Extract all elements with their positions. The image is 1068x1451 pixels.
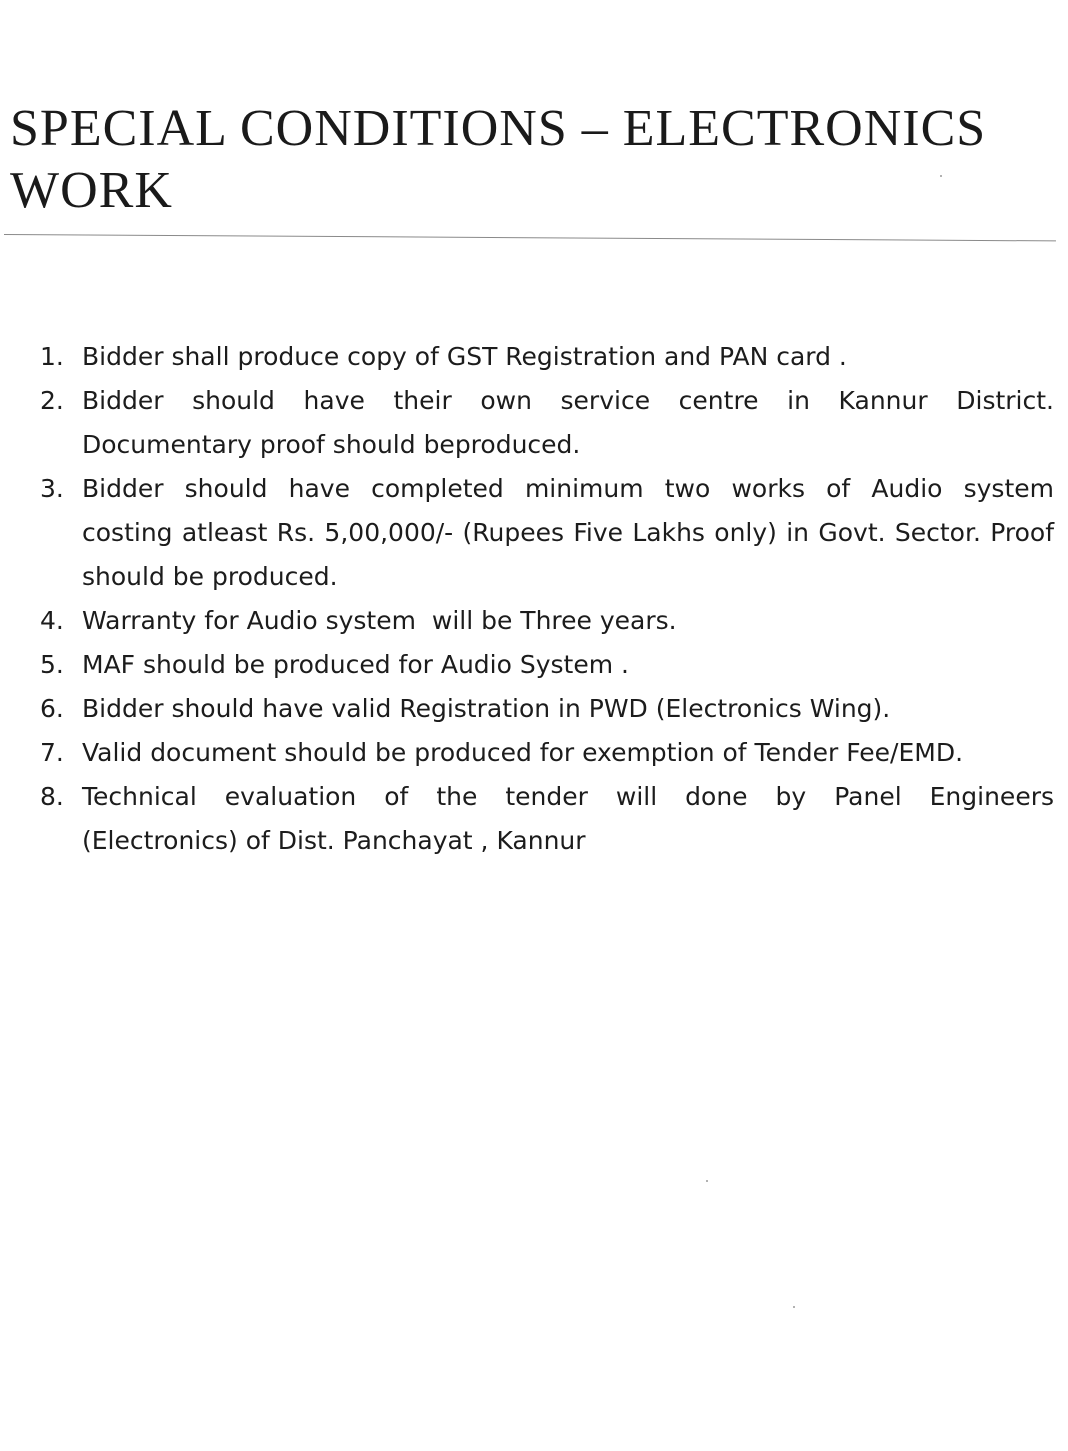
condition-text: Bidder shall produce copy of GST Registration and PAN card . bbox=[82, 342, 847, 371]
scan-speck bbox=[706, 1180, 708, 1182]
scan-speck bbox=[940, 175, 942, 177]
condition-text: MAF should be produced for Audio System . bbox=[82, 650, 629, 679]
condition-number: 7. bbox=[40, 738, 64, 767]
condition-number: 1. bbox=[40, 342, 64, 371]
condition-text-line-2: costing atleast Rs. 5,00,000/- (Rupees Five Lakhs only) in Govt. Sector. Proof should be produced. bbox=[82, 518, 1054, 591]
document-title-line-1: SPECIAL CONDITIONS – ELECTRONICS bbox=[10, 100, 987, 157]
condition-text-line-2: Documentary proof should beproduced. bbox=[82, 430, 581, 459]
condition-item-1 bbox=[32, 335, 1054, 379]
condition-item-6 bbox=[32, 687, 1054, 731]
condition-item-7 bbox=[32, 731, 1054, 775]
document-title bbox=[10, 98, 1030, 222]
condition-text-line-1: Bidder should have completed minimum two works of Audio system bbox=[82, 474, 1054, 503]
condition-text: Bidder should have valid Registration in PWD (Electronics Wing). bbox=[82, 694, 891, 723]
condition-text-line-1: Technical evaluation of the tender will done by Panel Engineers bbox=[82, 782, 1054, 811]
document-title-line-2: WORK bbox=[10, 162, 173, 219]
condition-number: 3. bbox=[40, 474, 64, 503]
condition-text: Valid document should be produced for exemption of Tender Fee/EMD. bbox=[82, 738, 964, 767]
condition-item-3 bbox=[32, 467, 1054, 599]
condition-item-2 bbox=[32, 379, 1054, 467]
conditions-list bbox=[32, 335, 1054, 863]
condition-text-line-2: (Electronics) of Dist. Panchayat , Kannur bbox=[82, 826, 586, 855]
condition-number: 5. bbox=[40, 650, 64, 679]
condition-text-line-1: Bidder should have their own service centre in Kannur District. bbox=[82, 386, 1054, 415]
condition-item-8 bbox=[32, 775, 1054, 863]
title-divider bbox=[4, 234, 1056, 241]
condition-item-5 bbox=[32, 643, 1054, 687]
scan-speck bbox=[793, 1306, 795, 1308]
condition-number: 4. bbox=[40, 606, 64, 635]
condition-number: 8. bbox=[40, 782, 64, 811]
condition-number: 6. bbox=[40, 694, 64, 723]
condition-item-4 bbox=[32, 599, 1054, 643]
condition-text: Warranty for Audio system will be Three years. bbox=[82, 606, 677, 635]
condition-number: 2. bbox=[40, 386, 64, 415]
